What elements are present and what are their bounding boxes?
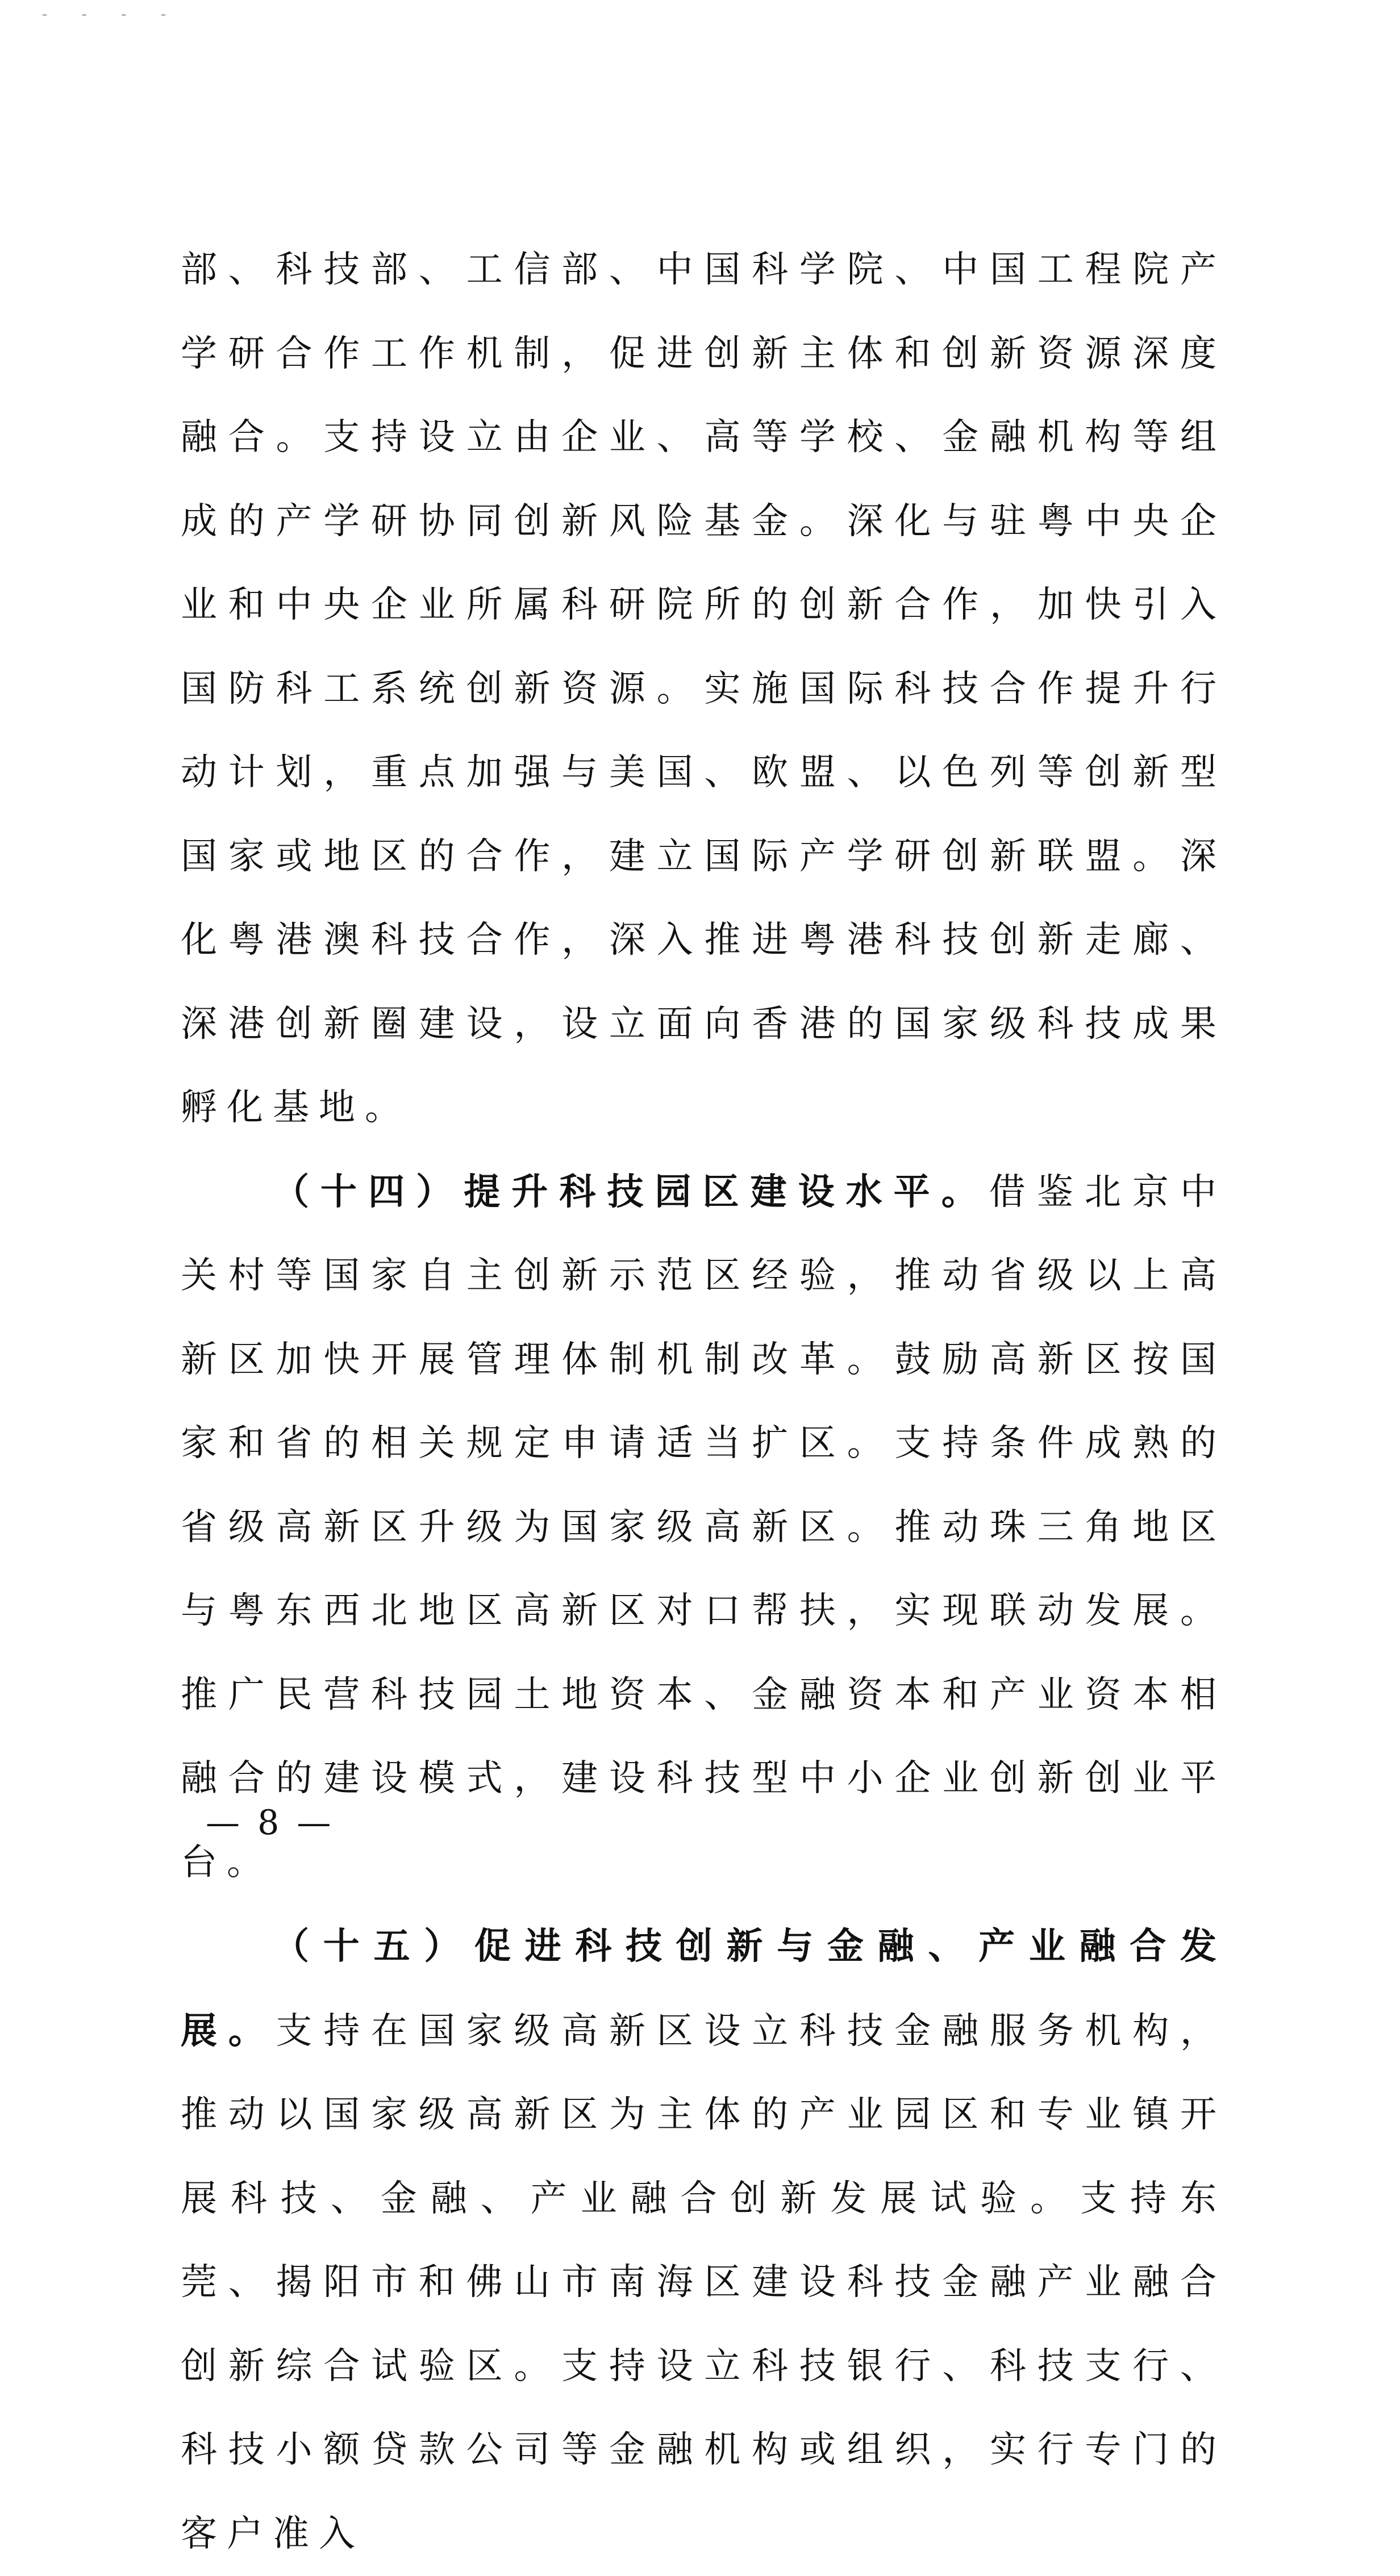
paragraph-continued [181,228,1226,1150]
paragraph-text: 部、科技部、工信部、中国科学院、中国工程院产学研合作工作机制，促进创新主体和创新资源深度融合。支持设立由企业、高等学校、金融机构等组成的产学研协同创新风险基金。深化与驻粤中央企业和中央企业所属科研院所的创新合作，加快引入国防科工系统创新资源。实施国际科技合作提升行动计划，重点加强与美国、欧盟、以色列等创新型国家或地区的合作，建立国际产学研创新联盟。深化粤港澳科技合作，深入推进粤港科技创新走廊、深港创新圈建设，设立面向香港的国家级科技成果孵化基地。 [181,249,1226,1129]
paragraph-section-14 [181,1150,1226,1905]
paragraph-text: 支持在国家级高新区设立科技金融服务机构，推动以国家级高新区为主体的产业园区和专业镇开展科技、金融、产业融合创新发展试验。支持东莞、揭阳市和佛山市南海区建设科技金融产业融合创新综合试验区。支持设立科技银行、科技支行、科技小额贷款公司等金融机构或组织，实行专门的客户准入 [181,2010,1227,2555]
paragraph-text: 借鉴北京中关村等国家自主创新示范区经验，推动省级以上高新区加快开展管理体制机制改革。鼓励高新区按国家和省的相关规定申请适当扩区。支持条件成熟的省级高新区升级为国家级高新区。推动珠三角地区与粤东西北地区高新区对口帮扶，实现联动发展。推广民营科技园土地资本、金融资本和产业资本相融合的建设模式，建设科技型中小企业创新创业平台。 [181,1171,1227,1884]
scan-artifact-mark: - - - - [40,5,179,23]
section-heading: （十五）促进科技创新与金融、产业融合发展。 [181,1925,1226,2052]
section-heading: （十四）提升科技园区建设水平。 [273,1170,989,1213]
document-body [181,228,1226,2576]
paragraph-section-15 [181,1905,1226,2576]
page-number: — 8 — [206,1803,335,1843]
